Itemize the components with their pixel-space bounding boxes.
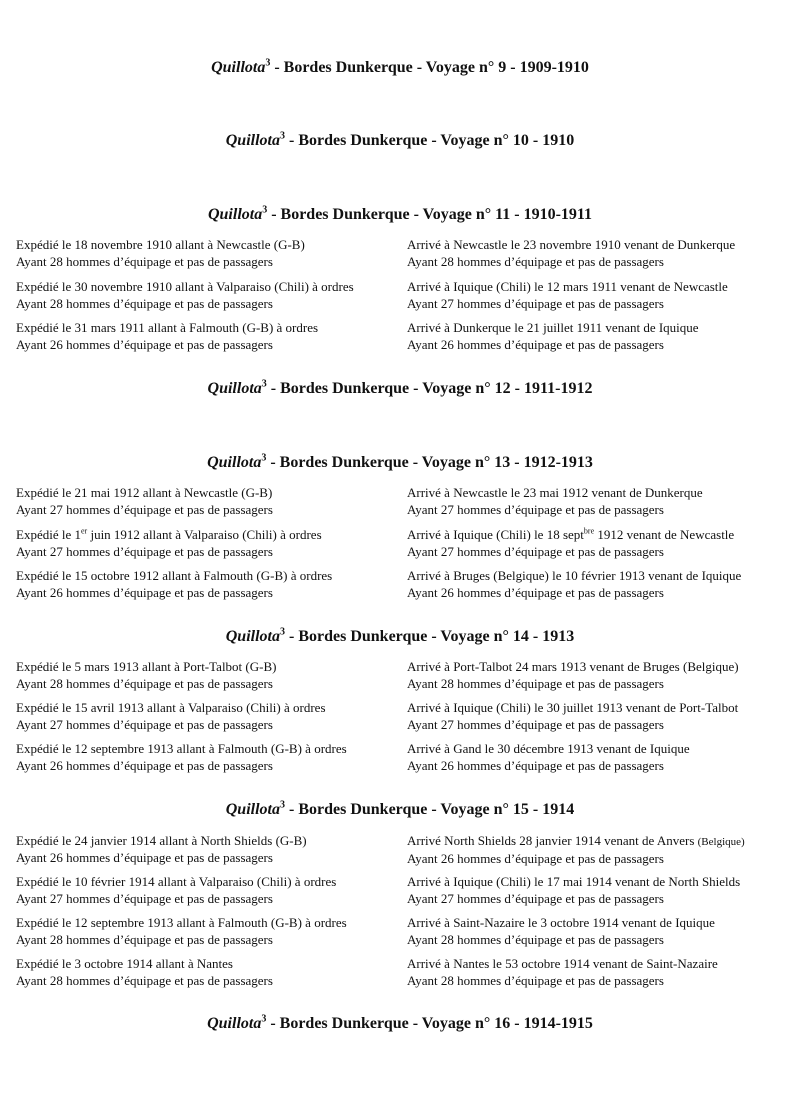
crew-text: Ayant 28 hommes d’équipage et pas de passagers	[16, 295, 273, 311]
crew-text: Ayant 27 hommes d’équipage et pas de passagers	[407, 890, 664, 906]
departure-text: Expédié le 18 novembre 1910 allant à Newcastle (G-B)	[16, 237, 305, 252]
voyage-heading	[0, 205, 800, 225]
departure-text: Expédié le 15 avril 1913 allant à Valparaiso (Chili) à ordres	[16, 700, 326, 715]
footnote-ref: 3	[261, 1013, 267, 1025]
arrival-text	[407, 833, 745, 851]
ship-name: Quillota	[225, 628, 280, 645]
footnote-ref: 3	[262, 204, 268, 216]
crew-text: Ayant 28 hommes d’équipage et pas de passagers	[16, 931, 273, 947]
departure-entry	[16, 485, 273, 518]
crew-text: Ayant 28 hommes d’équipage et pas de passagers	[407, 972, 664, 988]
voyage-heading	[0, 58, 800, 78]
voyage-title: - Bordes Dunkerque - Voyage n° 11 - 1910-1911	[271, 206, 593, 223]
arrival-entry	[407, 320, 699, 353]
arrival-text: Arrivé à Newcastle le 23 novembre 1910 venant de Dunkerque	[407, 237, 736, 252]
voyage-title: - Bordes Dunkerque - Voyage n° 12 - 1911-1912	[270, 380, 593, 397]
departure-entry	[16, 659, 276, 692]
departure-text: Expédié le 24 janvier 1914 allant à North Shields (G-B)	[16, 833, 307, 848]
arrival-text: Arrivé à Dunkerque le 21 juillet 1911 venant de Iquique	[407, 320, 699, 335]
footnote-ref: 3	[265, 57, 271, 69]
crew-text: Ayant 26 hommes d’équipage et pas de passagers	[16, 336, 273, 352]
crew-text: Ayant 26 hommes d’équipage et pas de passagers	[407, 584, 664, 600]
departure-entry	[16, 279, 354, 312]
text-part: Expédié le 1	[16, 527, 81, 542]
abbrev-suffix: bre	[583, 526, 595, 536]
crew-text: Ayant 28 hommes d’équipage et pas de passagers	[407, 931, 664, 947]
ship-name: Quillota	[225, 132, 280, 149]
crew-text: Ayant 27 hommes d’équipage et pas de passagers	[16, 543, 273, 559]
arrival-text: Arrivé à Bruges (Belgique) le 10 février 1913 venant de Iquique	[407, 568, 742, 583]
departure-text: Expédié le 3 octobre 1914 allant à Nantes	[16, 956, 233, 971]
footnote-ref: 3	[261, 452, 267, 464]
departure-text: Expédié le 5 mars 1913 allant à Port-Talbot (G-B)	[16, 659, 277, 674]
departure-entry	[16, 237, 305, 270]
crew-text: Ayant 26 hommes d’équipage et pas de passagers	[16, 757, 273, 773]
arrival-entry	[407, 833, 745, 867]
footnote-ref: 3	[261, 378, 267, 390]
departure-entry	[16, 320, 318, 353]
voyage-heading	[0, 627, 800, 647]
voyage-title: - Bordes Dunkerque - Voyage n° 14 - 1913	[288, 628, 575, 645]
ship-name: Quillota	[207, 454, 262, 471]
crew-text: Ayant 28 hommes d’équipage et pas de passagers	[16, 253, 273, 269]
crew-text: Ayant 28 hommes d’équipage et pas de passagers	[407, 675, 664, 691]
voyage-heading	[0, 453, 800, 473]
arrival-text: Arrivé à Newcastle le 23 mai 1912 venant de Dunkerque	[407, 485, 703, 500]
crew-text: Ayant 26 hommes d’équipage et pas de passagers	[407, 850, 664, 866]
departure-text: Expédié le 15 octobre 1912 allant à Falmouth (G-B) à ordres	[16, 568, 333, 583]
departure-text	[16, 527, 322, 544]
voyage-title: - Bordes Dunkerque - Voyage n° 10 - 1910	[288, 132, 575, 149]
departure-entry	[16, 568, 332, 601]
crew-text: Ayant 27 hommes d’équipage et pas de passagers	[407, 295, 664, 311]
departure-text: Expédié le 12 septembre 1913 allant à Falmouth (G-B) à ordres	[16, 741, 347, 756]
ordinal-suffix: er	[80, 526, 88, 536]
arrival-entry	[407, 237, 735, 270]
departure-text: Expédié le 31 mars 1911 allant à Falmouth (G-B) à ordres	[16, 320, 319, 335]
voyage-heading	[0, 800, 800, 820]
voyage-title: - Bordes Dunkerque - Voyage n° 13 - 1912-1913	[270, 454, 593, 471]
departure-entry	[16, 874, 336, 907]
arrival-text: Arrivé à Iquique (Chili) le 30 juillet 1913 venant de Port-Talbot	[407, 700, 739, 715]
departure-entry	[16, 956, 273, 989]
crew-text: Ayant 28 hommes d’équipage et pas de passagers	[407, 253, 664, 269]
arrival-entry	[407, 279, 728, 312]
arrival-entry	[407, 659, 739, 692]
voyage-heading	[0, 1014, 800, 1034]
crew-text: Ayant 28 hommes d’équipage et pas de passagers	[16, 972, 273, 988]
departure-text: Expédié le 10 février 1914 allant à Valparaiso (Chili) à ordres	[16, 874, 337, 889]
crew-text: Ayant 27 hommes d’équipage et pas de passagers	[16, 890, 273, 906]
ship-name: Quillota	[207, 1015, 262, 1032]
arrival-entry	[407, 700, 738, 733]
ship-name: Quillota	[211, 59, 266, 76]
text-part: 1912 venant de Newcastle	[594, 527, 735, 542]
country-note: (Belgique)	[697, 836, 745, 848]
departure-entry	[16, 700, 326, 733]
arrival-entry	[407, 874, 740, 907]
text-part: Arrivé à Iquique (Chili) le 18 sept	[407, 527, 584, 542]
arrival-entry	[407, 956, 718, 989]
arrival-text: Arrivé à Gand le 30 décembre 1913 venant de Iquique	[407, 741, 690, 756]
ship-name: Quillota	[207, 206, 263, 223]
voyage-heading	[0, 379, 800, 399]
crew-text: Ayant 26 hommes d’équipage et pas de passagers	[407, 336, 664, 352]
arrival-text: Arrivé à Nantes le 53 octobre 1914 venant de Saint-Nazaire	[407, 956, 718, 971]
crew-text: Ayant 27 hommes d’équipage et pas de passagers	[407, 501, 664, 517]
crew-text: Ayant 26 hommes d’équipage et pas de passagers	[16, 849, 273, 865]
ship-name: Quillota	[207, 380, 262, 397]
departure-entry	[16, 527, 322, 560]
arrival-entry	[407, 527, 734, 560]
arrival-entry	[407, 741, 690, 774]
footnote-ref: 3	[279, 799, 285, 811]
departure-entry	[16, 833, 307, 866]
arrival-text: Arrivé à Iquique (Chili) le 12 mars 1911 venant de Newcastle	[407, 279, 728, 294]
arrival-entry	[407, 568, 741, 601]
departure-text: Expédié le 12 septembre 1913 allant à Falmouth (G-B) à ordres	[16, 915, 347, 930]
voyage-heading	[0, 131, 800, 151]
departure-entry	[16, 741, 347, 774]
crew-text: Ayant 27 hommes d’équipage et pas de passagers	[16, 501, 273, 517]
departure-text: Expédié le 30 novembre 1910 allant à Valparaiso (Chili) à ordres	[16, 279, 354, 294]
footnote-ref: 3	[279, 130, 285, 142]
crew-text: Ayant 28 hommes d’équipage et pas de passagers	[16, 675, 273, 691]
crew-text: Ayant 27 hommes d’équipage et pas de passagers	[407, 543, 664, 559]
arrival-text	[407, 527, 734, 544]
voyage-title: - Bordes Dunkerque - Voyage n° 15 - 1914	[288, 801, 575, 818]
ship-name: Quillota	[225, 801, 280, 818]
crew-text: Ayant 27 hommes d’équipage et pas de passagers	[407, 716, 664, 732]
voyage-title: - Bordes Dunkerque - Voyage n° 9 - 1909-1910	[274, 59, 589, 76]
crew-text: Ayant 26 hommes d’équipage et pas de passagers	[16, 584, 273, 600]
crew-text: Ayant 27 hommes d’équipage et pas de passagers	[16, 716, 273, 732]
arrival-text: Arrivé à Saint-Nazaire le 3 octobre 1914 venant de Iquique	[407, 915, 715, 930]
text-part: Arrivé North Shields 28 janvier 1914 venant de Anvers	[407, 833, 698, 848]
arrival-entry	[407, 485, 703, 518]
departure-text: Expédié le 21 mai 1912 allant à Newcastle (G-B)	[16, 485, 273, 500]
arrival-text: Arrivé à Port-Talbot 24 mars 1913 venant de Bruges (Belgique)	[407, 659, 739, 674]
arrival-entry	[407, 915, 715, 948]
footnote-ref: 3	[279, 626, 285, 638]
text-part: juin 1912 allant à Valparaiso (Chili) à ordres	[87, 527, 322, 542]
arrival-text: Arrivé à Iquique (Chili) le 17 mai 1914 venant de North Shields	[407, 874, 741, 889]
departure-entry	[16, 915, 347, 948]
voyage-title: - Bordes Dunkerque - Voyage n° 16 - 1914-1915	[270, 1015, 593, 1032]
crew-text: Ayant 26 hommes d’équipage et pas de passagers	[407, 757, 664, 773]
